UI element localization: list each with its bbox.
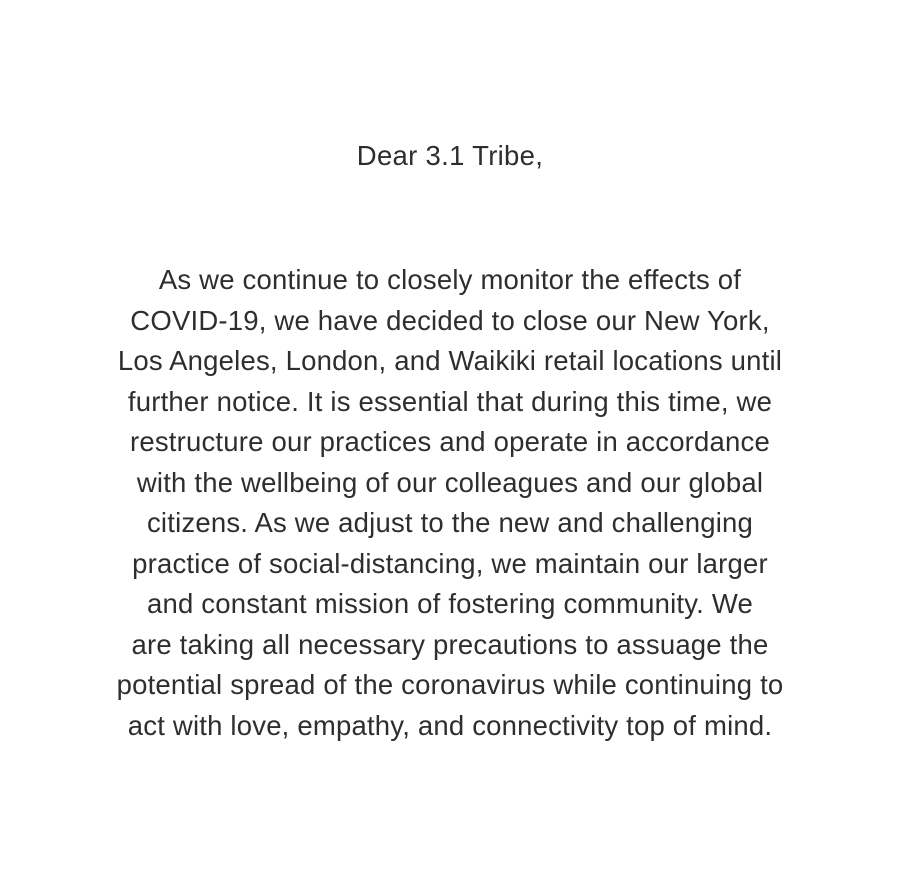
letter-line: Los Angeles, London, and Waikiki retail locations until <box>117 345 783 376</box>
letter-line: As we continue to closely monitor the effects of <box>158 264 742 295</box>
letter-line: act with love, empathy, and connectivity top of mind. <box>127 709 773 741</box>
letter-line: are taking all necessary precautions to assuage the <box>131 628 769 660</box>
letter-body <box>117 260 784 746</box>
letter-line: COVID-19, we have decided to close our New York, <box>130 304 770 336</box>
letter-line: and constant mission of fostering community. We <box>146 588 753 619</box>
letter-line: potential spread of the coronavirus while continuing to <box>116 669 784 700</box>
letter-line: restructure our practices and operate in accordance <box>129 426 770 457</box>
letter-line: further notice. It is essential that during this time, we <box>127 385 773 417</box>
letter-line: practice of social-distancing, we maintain our larger <box>132 547 768 579</box>
letter-line: citizens. As we adjust to the new and challenging <box>146 507 753 538</box>
letter-line: with the wellbeing of our colleagues and our global <box>136 466 764 498</box>
salutation: Dear 3.1 Tribe, <box>356 140 544 171</box>
